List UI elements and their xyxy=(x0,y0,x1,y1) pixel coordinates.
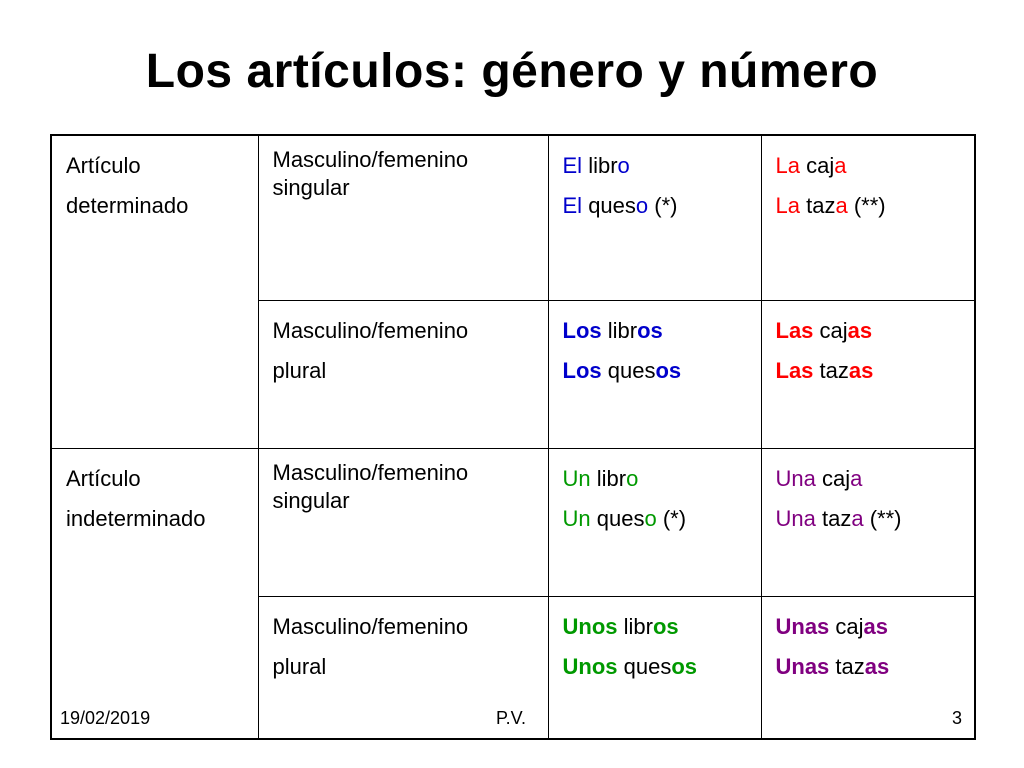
noun-stem: taz xyxy=(821,506,852,531)
example-line xyxy=(563,186,749,226)
category-label: Artículo xyxy=(66,153,141,178)
slide-title: Los artículos: género y número xyxy=(145,45,879,98)
type-label: Masculino/femenino singular xyxy=(272,147,469,200)
noun-stem: ques xyxy=(607,358,656,383)
footer-author: P.V. xyxy=(496,708,527,728)
example-line xyxy=(776,607,963,647)
masculine-cell xyxy=(548,449,761,597)
example-line xyxy=(563,459,749,499)
type-label: Masculino/femenino xyxy=(272,318,469,343)
noun-stem: taz xyxy=(835,654,865,679)
example-line xyxy=(563,499,749,539)
category-label: Artículo xyxy=(66,466,141,491)
example-line xyxy=(563,607,749,647)
number-ending: as xyxy=(864,654,890,679)
type-cell xyxy=(258,449,548,597)
type-cell xyxy=(258,135,548,301)
example-line xyxy=(563,647,749,687)
noun-stem: libr xyxy=(623,614,653,639)
number-ending: os xyxy=(655,358,682,383)
noun-stem: taz xyxy=(806,193,836,218)
number-ending: os xyxy=(637,318,663,343)
page-number: 3 xyxy=(952,708,963,728)
masculine-cell xyxy=(548,301,761,449)
number-ending: as xyxy=(863,614,889,639)
feminine-cell xyxy=(761,301,975,449)
footnote-mark: (*) xyxy=(648,193,678,218)
category-cell xyxy=(51,449,258,740)
example-line xyxy=(563,146,749,186)
feminine-cell xyxy=(761,135,975,301)
number-ending: as xyxy=(848,358,874,383)
article-word: Una xyxy=(775,466,816,491)
table-row xyxy=(51,449,975,597)
category-cell xyxy=(51,135,258,449)
category-label: determinado xyxy=(66,193,189,218)
noun-stem: taz xyxy=(819,358,849,383)
example-line xyxy=(776,186,963,226)
noun-stem: caj xyxy=(819,318,848,343)
number-ending: os xyxy=(652,614,679,639)
gender-ending: o xyxy=(644,506,657,531)
feminine-cell xyxy=(761,597,975,740)
article-word: Unos xyxy=(562,614,618,639)
noun-stem: caj xyxy=(806,153,835,178)
gender-ending: a xyxy=(834,153,847,178)
noun-stem: caj xyxy=(835,614,864,639)
article-word: Unas xyxy=(775,654,830,679)
example-line xyxy=(776,146,963,186)
gender-ending: o xyxy=(617,153,630,178)
type-cell xyxy=(258,301,548,449)
gender-ending: o xyxy=(635,193,649,218)
example-line xyxy=(776,459,963,499)
article-word: El xyxy=(562,193,583,218)
example-line xyxy=(776,311,963,351)
gender-ending: a xyxy=(850,466,863,491)
category-label: indeterminado xyxy=(66,506,206,531)
gender-ending: a xyxy=(851,506,864,531)
gender-ending: a xyxy=(835,193,848,218)
example-line xyxy=(776,351,963,391)
articles-table xyxy=(50,134,976,740)
example-line xyxy=(776,647,963,687)
noun-stem: ques xyxy=(588,193,636,218)
article-word: Los xyxy=(562,318,602,343)
noun-stem: ques xyxy=(623,654,672,679)
number-ending: as xyxy=(847,318,873,343)
article-word: Las xyxy=(775,358,814,383)
feminine-cell xyxy=(761,449,975,597)
gender-ending: o xyxy=(626,466,639,491)
noun-stem: ques xyxy=(596,506,645,531)
type-label: plural xyxy=(272,358,327,383)
table-row xyxy=(51,135,975,301)
footer-date: 19/02/2019 xyxy=(60,708,151,728)
masculine-cell xyxy=(548,135,761,301)
article-word: Los xyxy=(562,358,602,383)
article-word: Una xyxy=(775,506,816,531)
article-word: Un xyxy=(562,466,591,491)
example-line xyxy=(776,499,963,539)
article-word: La xyxy=(775,193,800,218)
example-line xyxy=(563,311,749,351)
masculine-cell xyxy=(548,597,761,740)
example-line xyxy=(563,351,749,391)
type-label: Masculino/femenino xyxy=(272,614,469,639)
article-word: Las xyxy=(775,318,814,343)
noun-stem: libr xyxy=(588,153,618,178)
type-label: plural xyxy=(272,654,327,679)
article-word: El xyxy=(562,153,583,178)
number-ending: os xyxy=(671,654,698,679)
noun-stem: caj xyxy=(821,466,851,491)
article-word: Unas xyxy=(775,614,830,639)
type-label: Masculino/femenino singular xyxy=(272,460,469,513)
article-word: Un xyxy=(562,506,591,531)
footnote-mark: (**) xyxy=(847,193,886,218)
noun-stem: libr xyxy=(607,318,638,343)
article-word: Unos xyxy=(562,654,618,679)
article-word: La xyxy=(775,153,800,178)
footnote-mark: (**) xyxy=(863,506,902,531)
noun-stem: libr xyxy=(596,466,627,491)
footnote-mark: (*) xyxy=(656,506,687,531)
